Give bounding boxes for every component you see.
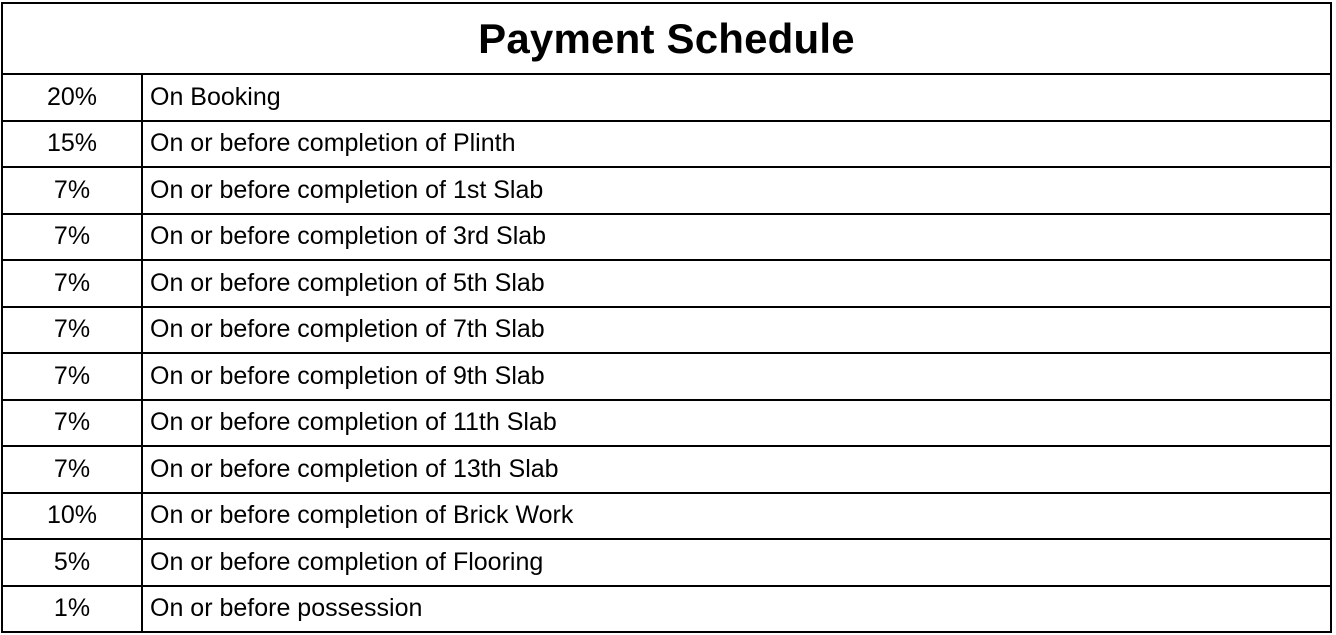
table-row xyxy=(3,215,1330,262)
percent-cell: 7% xyxy=(3,168,143,213)
percent-cell: 7% xyxy=(3,261,143,306)
percent-cell: 1% xyxy=(3,587,143,632)
schedule-rows xyxy=(3,75,1330,631)
percent-cell: 7% xyxy=(3,308,143,353)
description-cell: On or before completion of 7th Slab xyxy=(150,315,545,344)
table-row xyxy=(3,75,1330,122)
description-cell: On or before completion of Brick Work xyxy=(150,501,574,530)
table-row xyxy=(3,168,1330,215)
table-row xyxy=(3,122,1330,169)
table-row xyxy=(3,401,1330,448)
payment-schedule-table xyxy=(1,2,1332,633)
table-row xyxy=(3,261,1330,308)
description-cell: On or before completion of 9th Slab xyxy=(150,361,545,390)
table-row xyxy=(3,447,1330,494)
description-cell: On Booking xyxy=(150,82,281,111)
description-cell: On or before completion of 1st Slab xyxy=(150,175,544,204)
percent-cell: 7% xyxy=(3,447,143,492)
table-title: Payment Schedule xyxy=(478,14,855,62)
description-cell: On or before completion of 3rd Slab xyxy=(150,222,547,251)
title-row xyxy=(3,4,1330,75)
table-row xyxy=(3,354,1330,401)
percent-cell: 10% xyxy=(3,494,143,539)
percent-cell: 15% xyxy=(3,122,143,167)
percent-cell: 7% xyxy=(3,354,143,399)
description-cell: On or before completion of 13th Slab xyxy=(150,454,559,483)
table-row xyxy=(3,540,1330,587)
description-cell: On or before completion of 11th Slab xyxy=(150,408,557,437)
description-cell: On or before completion of 5th Slab xyxy=(150,268,545,297)
percent-cell: 20% xyxy=(3,75,143,120)
table-row xyxy=(3,308,1330,355)
description-cell: On or before completion of Flooring xyxy=(150,547,544,576)
percent-cell: 5% xyxy=(3,540,143,585)
percent-cell: 7% xyxy=(3,401,143,446)
description-cell: On or before completion of Plinth xyxy=(150,129,516,158)
table-row xyxy=(3,587,1330,632)
percent-cell: 7% xyxy=(3,215,143,260)
table-row xyxy=(3,494,1330,541)
description-cell: On or before possession xyxy=(150,594,423,623)
